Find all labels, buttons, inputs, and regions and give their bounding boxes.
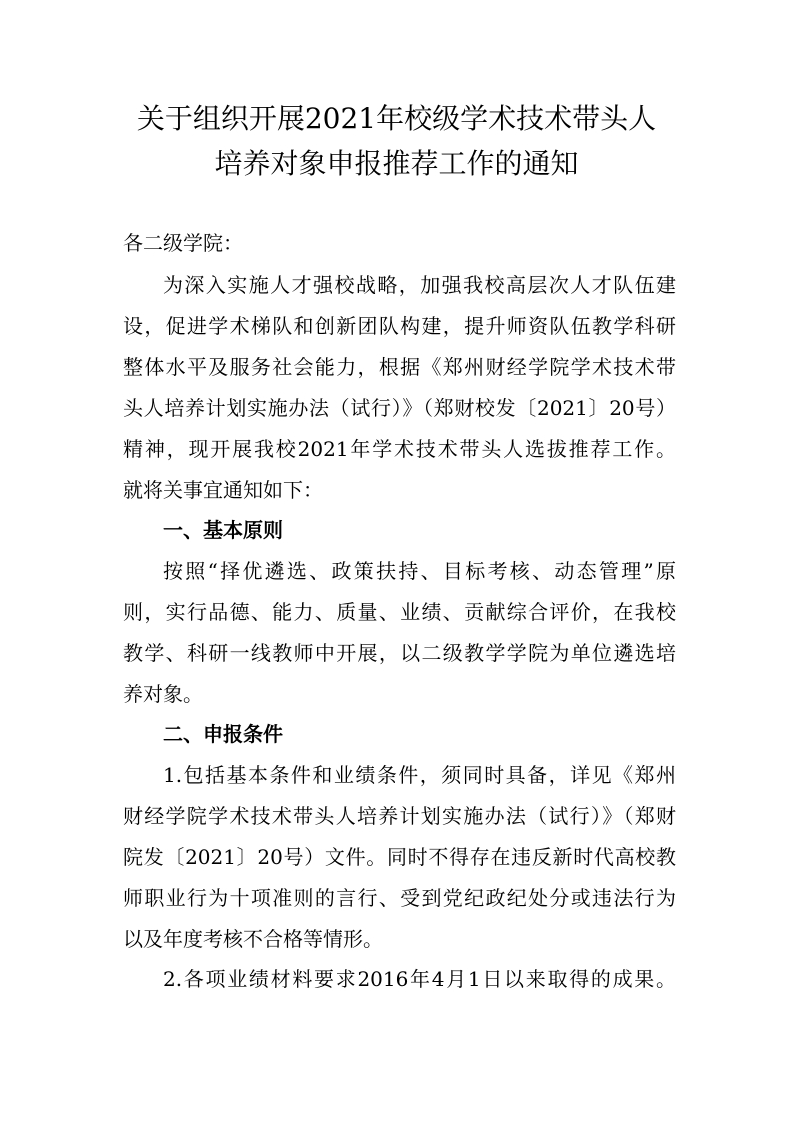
section-1-heading: 一、基本原则 [163,518,283,542]
section-1-line-1: 按照“择优遴选、政策扶持、目标考核、动态管理”原 [163,559,676,583]
section-2-item-2: 2.各项业绩材料要求2016年4月1日以来取得的成果。 [163,967,676,991]
intro-line-2: 设，促进学术梯队和创新团队构建，提升师资队伍教学科研 [123,314,676,338]
intro-line-3: 整体水平及服务社会能力，根据《郑州财经学院学术技术带 [123,355,676,379]
section-2-item-1-line-5: 以及年度考核不合格等情形。 [123,927,383,951]
intro-line-5: 精神，现开展我校2021年学术技术带头人选拔推荐工作。 [123,437,676,461]
document-title-line-1: 关于组织开展2021年校级学术技术带头人 [136,102,657,135]
section-2-item-1-line-3: 院发〔2021〕20号）文件。同时不得存在违反新时代高校教 [123,845,676,869]
section-2-item-1-line-2: 财经学院学术技术带头人培养计划实施办法（试行）》（郑财 [123,804,676,828]
intro-line-1: 为深入实施人才强校战略，加强我校高层次人才队伍建 [163,273,676,297]
intro-line-6: 就将关事宜通知如下： [123,478,323,502]
section-1-line-2: 则，实行品德、能力、质量、业绩、贡献综合评价，在我校 [123,600,676,624]
section-1-line-3: 教学、科研一线教师中开展，以二级教学学院为单位遴选培 [123,641,676,665]
section-2-item-1-line-4: 师职业行为十项准则的言行、受到党纪政纪处分或违法行为 [123,886,676,910]
document-title-line-2: 培养对象申报推荐工作的通知 [214,147,579,180]
section-1-line-4: 养对象。 [123,682,203,706]
section-2-heading: 二、申报条件 [163,722,283,746]
salutation: 各二级学院： [123,231,243,255]
section-2-item-1-line-1: 1.包括基本条件和业绩条件，须同时具备，详见《郑州 [163,763,676,787]
intro-line-4: 头人培养计划实施办法（试行）》（郑财校发〔2021〕20号） [123,396,676,420]
